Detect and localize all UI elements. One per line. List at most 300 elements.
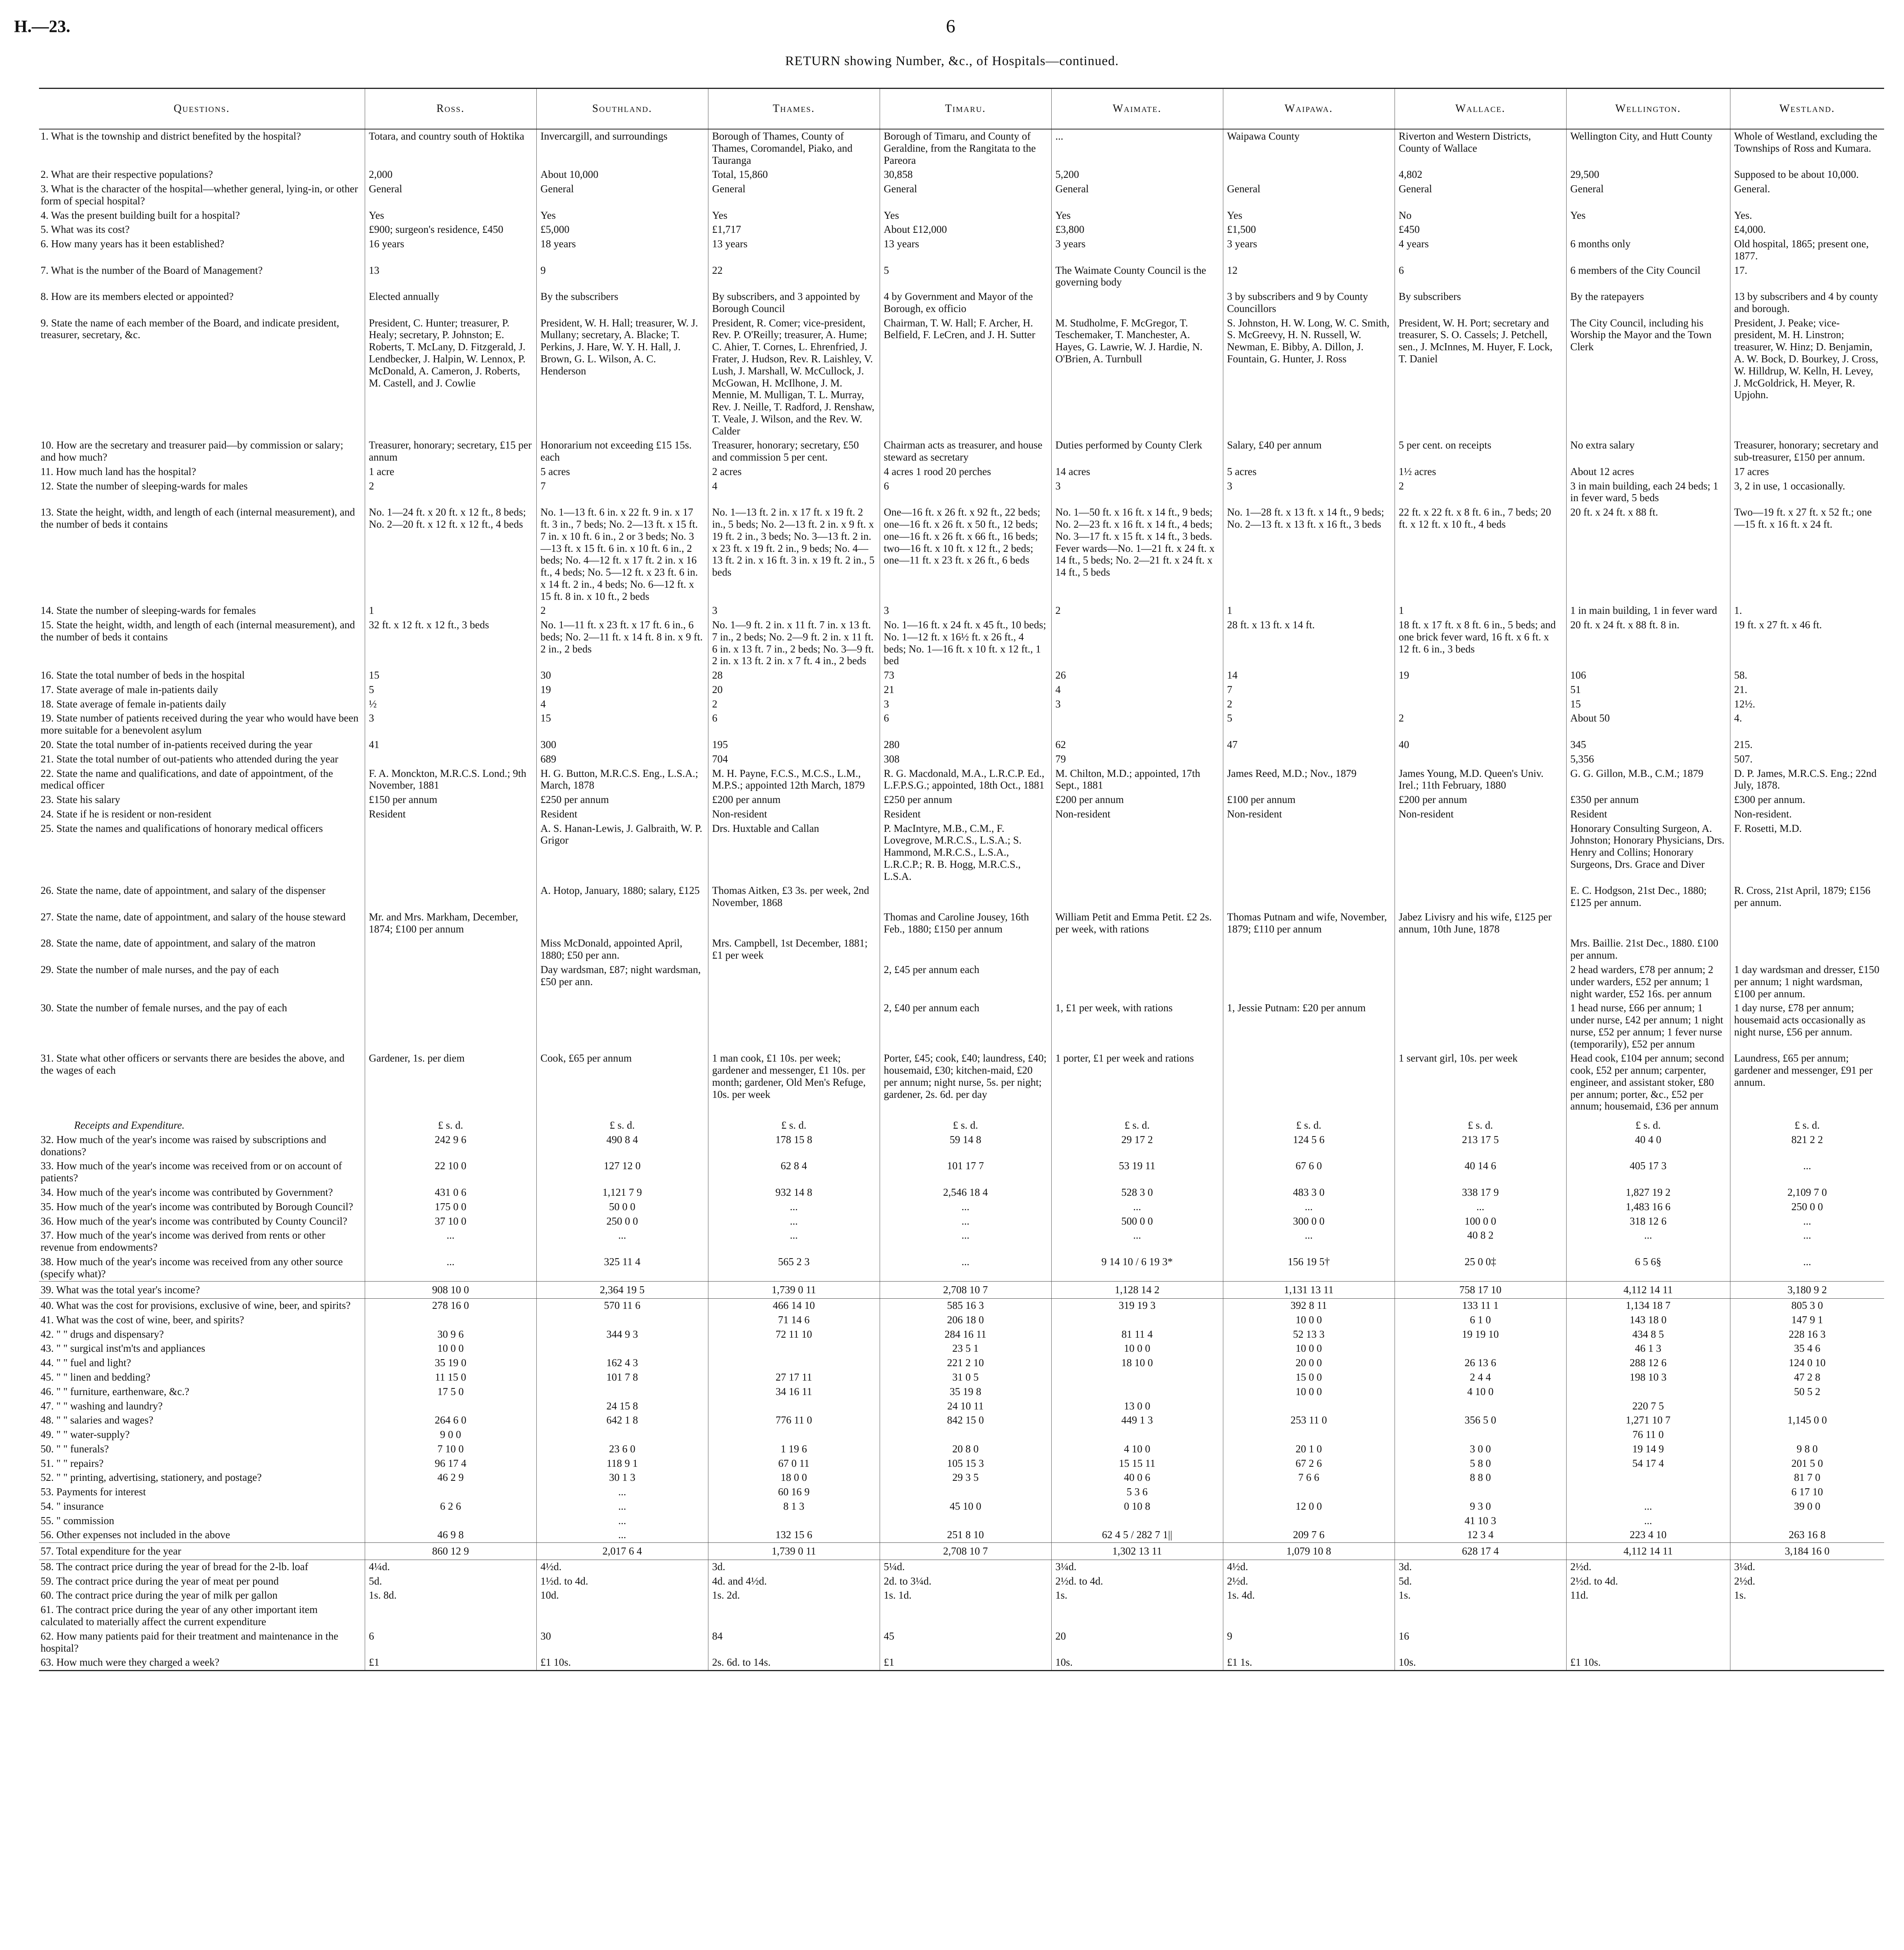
answer-cell: Honorary Consulting Surgeon, A. Johnston; Honorary Physicians, Drs. Henry and Collins; Honorary Surgeons, Drs. Grace and Diver xyxy=(1566,822,1730,884)
answer-cell xyxy=(880,1428,1051,1442)
answer-cell: 10 0 0 xyxy=(1051,1342,1223,1356)
answer-cell: 6 1 0 xyxy=(1395,1313,1566,1328)
question-cell: 17. State average of male in-patients daily xyxy=(41,683,218,695)
answer-cell: Invercargill, and surroundings xyxy=(536,129,708,168)
answer-cell: 5¼d. xyxy=(880,1560,1051,1574)
answer-cell: 11 15 0 xyxy=(365,1370,536,1385)
answer-cell: Jabez Livisry and his wife, £125 per annum, 10th June, 1878 xyxy=(1395,910,1566,937)
answer-cell: 2, £40 per annum each xyxy=(880,1001,1051,1051)
answer-cell: 62 4 5 / 282 7 1|| xyxy=(1051,1528,1223,1542)
answer-cell: 30 xyxy=(536,668,708,683)
lsd-header: £ s. d. xyxy=(1223,1114,1395,1133)
answer-cell: 124 0 10 xyxy=(1730,1356,1884,1370)
column-header-row xyxy=(39,89,1884,129)
answer-cell: 5 3 6 xyxy=(1051,1485,1223,1500)
table-row xyxy=(39,479,1884,506)
question-cell: 53. Payments for interest xyxy=(41,1486,146,1498)
answer-cell: 52 13 3 xyxy=(1223,1328,1395,1342)
table-row xyxy=(39,1159,1884,1186)
answer-cell: Chairman acts as treasurer, and house steward as secretary xyxy=(880,438,1051,465)
answer-cell: ... xyxy=(880,1228,1051,1255)
question-cell: 57. Total expenditure for the year xyxy=(39,1543,365,1560)
answer-cell xyxy=(365,1399,536,1414)
answer-cell: 10 0 0 xyxy=(365,1342,536,1356)
answer-cell: 338 17 9 xyxy=(1395,1186,1566,1200)
answer-cell xyxy=(1051,1428,1223,1442)
answer-cell xyxy=(1395,822,1566,884)
answer-cell: 2 xyxy=(1051,604,1223,618)
answer-cell: 14 xyxy=(1223,668,1395,683)
answer-cell: 41 xyxy=(365,738,536,752)
table-row xyxy=(39,738,1884,752)
table-row xyxy=(39,1442,1884,1457)
answer-cell: 19 xyxy=(536,683,708,697)
answer-cell xyxy=(1051,290,1223,316)
answer-cell: President, W. H. Hall; treasurer, W. J. Mullany; secretary, A. Blacke; T. Perkins, J. Hare, W. Y. H. Hall, J. Brown, G. L. Wilson, A. C. Henderson xyxy=(536,316,708,439)
answer-cell: Laundress, £65 per annum; gardener and messenger, £91 per annum. xyxy=(1730,1051,1884,1114)
answer-cell: £1 xyxy=(880,1656,1051,1670)
question-cell: 8. How are its members elected or appointed? xyxy=(41,291,234,303)
table-row xyxy=(39,223,1884,237)
answer-cell: 13 by subscribers and 4 by county and borough. xyxy=(1730,290,1884,316)
question-cell: 47. " " washing and laundry? xyxy=(41,1400,163,1412)
answer-cell: General xyxy=(1223,182,1395,209)
answer-cell: Yes. xyxy=(1730,209,1884,223)
answer-cell: 22 10 0 xyxy=(365,1159,536,1186)
answer-cell: 1 xyxy=(1223,604,1395,618)
answer-cell xyxy=(1223,752,1395,767)
column-header-thames: Thames. xyxy=(708,89,880,129)
answer-cell xyxy=(1730,1514,1884,1528)
answer-cell: 1,739 0 11 xyxy=(708,1543,880,1560)
answer-cell: President, R. Comer; vice-president, Rev. P. O'Reilly; treasurer, A. Hume; C. Ahier, T. Cornes, L. Ehrenfried, J. Frater, J. Hudson, Rev. R. Laishley, V. Lush, J. Marshall, W. McCullock, J. McGowan, H. McIlhone, J. M. Mennie, M. Mulligan, T. L. Murray, Rev. J. Neille, T. Radford, J. Renshaw, T. Veale, J. Wilson, and the Rev. W. Calder xyxy=(708,316,880,439)
answer-cell: 2 acres xyxy=(708,465,880,479)
answer-cell xyxy=(1730,910,1884,937)
answer-cell: 1,827 19 2 xyxy=(1566,1186,1730,1200)
answer-cell: 35 19 8 xyxy=(880,1385,1051,1399)
answer-cell: £1 xyxy=(365,1656,536,1670)
answer-cell: Yes xyxy=(365,209,536,223)
answer-cell: 40 xyxy=(1395,738,1566,752)
answer-cell: Non-resident xyxy=(708,807,880,822)
answer-cell: 1½ acres xyxy=(1395,465,1566,479)
answer-cell: 13 xyxy=(365,264,536,290)
answer-cell: Drs. Huxtable and Callan xyxy=(708,822,880,884)
answer-cell: ... xyxy=(708,1228,880,1255)
answer-cell: 1 19 6 xyxy=(708,1442,880,1457)
answer-cell: 308 xyxy=(880,752,1051,767)
answer-cell: £4,000. xyxy=(1730,223,1884,237)
answer-cell: 2s. 6d. to 14s. xyxy=(708,1656,880,1670)
question-cell: 25. State the names and qualifications of honorary medical officers xyxy=(41,822,323,834)
answer-cell: ... xyxy=(536,1528,708,1542)
answer-cell: 4 xyxy=(708,479,880,506)
answer-cell: Borough of Timaru, and County of Geraldine, from the Rangitata to the Pareora xyxy=(880,129,1051,168)
answer-cell: No. 1—24 ft. x 20 ft. x 12 ft., 8 beds; No. 2—20 ft. x 12 ft. x 12 ft., 4 beds xyxy=(365,505,536,604)
answer-cell: 2, £45 per annum each xyxy=(880,963,1051,1001)
question-cell: 43. " " surgical inst'm'ts and appliances xyxy=(41,1342,205,1354)
answer-cell: D. P. James, M.R.C.S. Eng.; 22nd July, 1878. xyxy=(1730,767,1884,793)
answer-cell: 3,184 16 0 xyxy=(1730,1543,1884,1560)
table-row xyxy=(39,1399,1884,1414)
answer-cell: 198 10 3 xyxy=(1566,1370,1730,1385)
answer-cell: General xyxy=(365,182,536,209)
answer-cell: H. G. Button, M.R.C.S. Eng., L.S.A.; March, 1878 xyxy=(536,767,708,793)
page-number: 6 xyxy=(946,16,955,37)
answer-cell xyxy=(1051,822,1223,884)
question-cell: 60. The contract price during the year of milk per gallon xyxy=(41,1589,278,1601)
answer-cell xyxy=(1395,884,1566,910)
answer-cell: 62 xyxy=(1051,738,1223,752)
answer-cell: 4 acres 1 rood 20 perches xyxy=(880,465,1051,479)
answer-cell: ... xyxy=(1223,1200,1395,1214)
answer-cell: £1 1s. xyxy=(1223,1656,1395,1670)
question-cell: 35. How much of the year's income was contributed by Borough Council? xyxy=(41,1200,353,1213)
answer-cell xyxy=(708,1001,880,1051)
answer-cell: 72 11 10 xyxy=(708,1328,880,1342)
table-row xyxy=(39,604,1884,618)
answer-cell xyxy=(365,752,536,767)
table-row xyxy=(39,1356,1884,1370)
answer-cell: 1, £1 per week, with rations xyxy=(1051,1001,1223,1051)
answer-cell: 178 15 8 xyxy=(708,1133,880,1159)
answer-cell: Yes xyxy=(1051,209,1223,223)
answer-cell: 133 11 1 xyxy=(1395,1299,1566,1313)
answer-cell: 17 acres xyxy=(1730,465,1884,479)
answer-cell: 7 10 0 xyxy=(365,1442,536,1457)
answer-cell: 15 xyxy=(1566,697,1730,712)
answer-cell: 26 xyxy=(1051,668,1223,683)
answer-cell: Duties performed by County Clerk xyxy=(1051,438,1223,465)
answer-cell: 1,145 0 0 xyxy=(1730,1413,1884,1428)
answer-cell: 40 8 2 xyxy=(1395,1228,1566,1255)
table-row xyxy=(39,711,1884,738)
question-cell: 3. What is the character of the hospital—whether general, lying-in, or other form of special hospital? xyxy=(41,183,358,207)
answer-cell xyxy=(1223,1428,1395,1442)
answer-cell: 5 acres xyxy=(536,465,708,479)
table-row xyxy=(39,1629,1884,1656)
answer-cell: 201 5 0 xyxy=(1730,1457,1884,1471)
answer-cell: 124 5 6 xyxy=(1223,1133,1395,1159)
answer-cell: 16 years xyxy=(365,237,536,264)
answer-cell: Chairman, T. W. Hall; F. Archer, H. Belfield, F. LeCren, and J. H. Sutter xyxy=(880,316,1051,439)
answer-cell: 51 xyxy=(1566,683,1730,697)
answer-cell: 300 0 0 xyxy=(1223,1214,1395,1229)
answer-cell: 10 0 0 xyxy=(1223,1385,1395,1399)
table-row xyxy=(39,963,1884,1001)
question-cell: 22. State the name and qualifications, and date of appointment, of the medical officer xyxy=(41,767,333,791)
answer-cell: About 12 acres xyxy=(1566,465,1730,479)
answer-cell: 20 1 0 xyxy=(1223,1442,1395,1457)
answer-cell: ... xyxy=(1223,1228,1395,1255)
answer-cell: 3 xyxy=(1051,697,1223,712)
answer-cell: 32 ft. x 12 ft. x 12 ft., 3 beds xyxy=(365,618,536,668)
answer-cell: 2 4 4 xyxy=(1395,1370,1566,1385)
answer-cell xyxy=(536,1001,708,1051)
answer-cell: 50 5 2 xyxy=(1730,1385,1884,1399)
answer-cell: 9 3 0 xyxy=(1395,1500,1566,1514)
answer-cell: 3¼d. xyxy=(1051,1560,1223,1574)
answer-cell: 12 0 0 xyxy=(1223,1500,1395,1514)
answer-cell: 4½d. xyxy=(1223,1560,1395,1574)
answer-cell: 689 xyxy=(536,752,708,767)
table-row xyxy=(39,1500,1884,1514)
answer-cell: ... xyxy=(1566,1228,1730,1255)
table-row xyxy=(39,438,1884,465)
answer-cell: 4 xyxy=(1051,683,1223,697)
question-cell: 14. State the number of sleeping-wards for females xyxy=(41,604,256,617)
answer-cell: 25 0 0‡ xyxy=(1395,1255,1566,1282)
answer-cell: £250 per annum xyxy=(880,793,1051,807)
question-cell: 58. The contract price during the year of bread for the 2-lb. loaf xyxy=(41,1560,309,1572)
answer-cell: 3 years xyxy=(1051,237,1223,264)
table-row xyxy=(39,1214,1884,1229)
answer-cell xyxy=(1730,1656,1884,1670)
answer-cell: 6 xyxy=(1395,264,1566,290)
answer-cell xyxy=(880,1485,1051,1500)
answer-cell xyxy=(1566,1629,1730,1656)
question-cell: 61. The contract price during the year of any other important item calculated to materially affect the current expenditure xyxy=(41,1604,318,1627)
answer-cell: 2 head warders, £78 per annum; 2 under warders, £52 per annum; 1 night warder, £52 16s. per annum xyxy=(1566,963,1730,1001)
answer-cell xyxy=(536,1603,708,1629)
answer-cell: G. G. Gillon, M.B., C.M.; 1879 xyxy=(1566,767,1730,793)
answer-cell: £300 per annum. xyxy=(1730,793,1884,807)
answer-cell: 4 by Government and Mayor of the Borough, ex officio xyxy=(880,290,1051,316)
answer-cell xyxy=(1730,1428,1884,1442)
answer-cell: 46 9 8 xyxy=(365,1528,536,1542)
answer-cell: 20 0 0 xyxy=(1223,1356,1395,1370)
answer-cell: 2 xyxy=(1223,697,1395,712)
lsd-header: £ s. d. xyxy=(880,1114,1051,1133)
answer-cell: A. S. Hanan-Lewis, J. Galbraith, W. P. Grigor xyxy=(536,822,708,884)
answer-cell: ... xyxy=(536,1228,708,1255)
answer-cell: 24 10 11 xyxy=(880,1399,1051,1414)
answer-cell: ... xyxy=(1566,1514,1730,1528)
answer-cell: 3,180 9 2 xyxy=(1730,1282,1884,1299)
answer-cell: F. Rosetti, M.D. xyxy=(1730,822,1884,884)
answer-cell: 45 xyxy=(880,1629,1051,1656)
answer-cell: General xyxy=(880,182,1051,209)
answer-cell: 156 19 5† xyxy=(1223,1255,1395,1282)
question-cell: 51. " " repairs? xyxy=(41,1457,104,1469)
question-cell: 32. How much of the year's income was raised by subscriptions and donations? xyxy=(41,1133,327,1158)
answer-cell xyxy=(708,963,880,1001)
answer-cell: 344 9 3 xyxy=(536,1328,708,1342)
answer-cell xyxy=(1051,936,1223,963)
answer-cell: 11d. xyxy=(1566,1588,1730,1603)
answer-cell: 1 xyxy=(365,604,536,618)
lsd-header: £ s. d. xyxy=(1395,1114,1566,1133)
answer-cell: 9 xyxy=(536,264,708,290)
question-cell: 23. State his salary xyxy=(41,794,120,806)
answer-cell: 2 xyxy=(1395,711,1566,738)
answer-cell: 3 xyxy=(708,604,880,618)
answer-cell: 16 xyxy=(1395,1629,1566,1656)
answer-cell: 101 7 8 xyxy=(536,1370,708,1385)
answer-cell: M. Chilton, M.D.; appointed, 17th Sept., 1881 xyxy=(1051,767,1223,793)
answer-cell: About £12,000 xyxy=(880,223,1051,237)
answer-cell: 40 4 0 xyxy=(1566,1133,1730,1159)
answer-cell xyxy=(1223,884,1395,910)
answer-cell: No. 1—16 ft. x 24 ft. x 45 ft., 10 beds; No. 1—12 ft. x 16½ ft. x 26 ft., 4 beds; No. 1—16 ft. x 10 ft. x 12 ft., 1 bed xyxy=(880,618,1051,668)
column-header-waimate: Waimate. xyxy=(1051,89,1223,129)
column-header-southland: Southland. xyxy=(536,89,708,129)
answer-cell: 1,134 18 7 xyxy=(1566,1299,1730,1313)
answer-cell xyxy=(1395,1485,1566,1500)
answer-cell: 325 11 4 xyxy=(536,1255,708,1282)
answer-cell: 507. xyxy=(1730,752,1884,767)
answer-cell: 5 8 0 xyxy=(1395,1457,1566,1471)
table-row xyxy=(39,1574,1884,1589)
answer-cell: 5 xyxy=(365,683,536,697)
answer-cell: No. 1—11 ft. x 23 ft. x 17 ft. 6 in., 6 beds; No. 2—11 ft. x 14 ft. 8 in. x 9 ft. 2 in., 2 beds xyxy=(536,618,708,668)
answer-cell: 6 xyxy=(880,711,1051,738)
answer-cell: 3 by subscribers and 9 by County Councillors xyxy=(1223,290,1395,316)
answer-cell: 2,546 18 4 xyxy=(880,1186,1051,1200)
answer-cell: 3, 2 in use, 1 occasionally. xyxy=(1730,479,1884,506)
answer-cell: 10 0 0 xyxy=(1223,1313,1395,1328)
answer-cell: Total, 15,860 xyxy=(708,168,880,182)
answer-cell: Thomas Putnam and wife, November, 1879; £110 per annum xyxy=(1223,910,1395,937)
answer-cell: 12 3 4 xyxy=(1395,1528,1566,1542)
answer-cell: 1 man cook, £1 10s. per week; gardener and messenger, £1 10s. per month; gardener, Old Men's Refuge, 10s. per week xyxy=(708,1051,880,1114)
answer-cell: £200 per annum xyxy=(1051,793,1223,807)
question-cell: 7. What is the number of the Board of Management? xyxy=(41,264,263,276)
table-row xyxy=(39,1528,1884,1542)
question-cell: 54. " insurance xyxy=(41,1500,104,1512)
answer-cell: 26 13 6 xyxy=(1395,1356,1566,1370)
answer-cell: 10 0 0 xyxy=(1223,1342,1395,1356)
answer-cell xyxy=(365,1001,536,1051)
table-row xyxy=(39,1560,1884,1574)
answer-cell: 250 0 0 xyxy=(536,1214,708,1229)
answer-cell: 58. xyxy=(1730,668,1884,683)
answer-cell xyxy=(708,1603,880,1629)
answer-cell: ... xyxy=(536,1500,708,1514)
answer-cell: £150 per annum xyxy=(365,793,536,807)
answer-cell: 5 xyxy=(880,264,1051,290)
answer-cell: 5,356 xyxy=(1566,752,1730,767)
answer-cell: 431 0 6 xyxy=(365,1186,536,1200)
answer-cell: 242 9 6 xyxy=(365,1133,536,1159)
answer-cell: Thomas Aitken, £3 3s. per week, 2nd November, 1868 xyxy=(708,884,880,910)
question-cell: 42. " " drugs and dispensary? xyxy=(41,1328,164,1340)
answer-cell: 29 3 5 xyxy=(880,1471,1051,1485)
answer-cell: Whole of Westland, excluding the Townships of Ross and Kumara. xyxy=(1730,129,1884,168)
answer-cell: £200 per annum xyxy=(708,793,880,807)
answer-cell xyxy=(1395,1428,1566,1442)
answer-cell xyxy=(1395,752,1566,767)
answer-cell: Supposed to be about 10,000. xyxy=(1730,168,1884,182)
question-cell: 26. State the name, date of appointment, and salary of the dispenser xyxy=(41,885,326,897)
answer-cell: James Reed, M.D.; Nov., 1879 xyxy=(1223,767,1395,793)
answer-cell: ... xyxy=(1730,1228,1884,1255)
answer-cell: 1 xyxy=(1395,604,1566,618)
answer-cell: 490 8 4 xyxy=(536,1133,708,1159)
answer-cell: Non-resident xyxy=(1395,807,1566,822)
answer-cell: 8 8 0 xyxy=(1395,1471,1566,1485)
table-row xyxy=(39,290,1884,316)
answer-cell: 29,500 xyxy=(1566,168,1730,182)
question-cell: 2. What are their respective populations? xyxy=(41,168,213,181)
table-row xyxy=(39,683,1884,697)
answer-cell: 20 ft. x 24 ft. x 88 ft. xyxy=(1566,505,1730,604)
table-row xyxy=(39,505,1884,604)
answer-cell: 62 8 4 xyxy=(708,1159,880,1186)
answer-cell: 6 xyxy=(880,479,1051,506)
answer-cell xyxy=(536,1428,708,1442)
answer-cell: 300 xyxy=(536,738,708,752)
answer-cell: £200 per annum xyxy=(1395,793,1566,807)
table-row xyxy=(39,1413,1884,1428)
question-cell: 62. How many patients paid for their treatment and maintenance in the hospital? xyxy=(41,1630,339,1654)
answer-cell: 1½d. to 4d. xyxy=(536,1574,708,1589)
answer-cell xyxy=(1223,1051,1395,1114)
table-row xyxy=(39,209,1884,223)
answer-cell: General xyxy=(536,182,708,209)
answer-cell: 3 xyxy=(1223,479,1395,506)
answer-cell: 1 acre xyxy=(365,465,536,479)
question-cell: 38. How much of the year's income was received from any other source (specify what)? xyxy=(41,1255,343,1280)
answer-cell: 41 10 3 xyxy=(1395,1514,1566,1528)
table-row xyxy=(39,465,1884,479)
question-cell: 33. How much of the year's income was received from or on account of patients? xyxy=(41,1160,342,1184)
answer-cell: 18 0 0 xyxy=(708,1471,880,1485)
answer-cell xyxy=(365,1603,536,1629)
answer-cell: 4 10 0 xyxy=(1395,1385,1566,1399)
answer-cell: 132 15 6 xyxy=(708,1528,880,1542)
answer-cell xyxy=(708,1356,880,1370)
answer-cell: No. 1—9 ft. 2 in. x 11 ft. 7 in. x 13 ft. 7 in., 2 beds; No. 2—9 ft. 2 in. x 11 ft. 6 in. x 13 ft. 7 in., 2 beds; No. 3—9 ft. 2 in. x 13 ft. 2 in. x 7 ft. 4 in., 2 beds xyxy=(708,618,880,668)
answer-cell: 9 8 0 xyxy=(1730,1442,1884,1457)
section-heading: Receipts and Expenditure. xyxy=(74,1119,185,1131)
answer-cell xyxy=(365,936,536,963)
answer-cell: 4¼d. xyxy=(365,1560,536,1574)
question-cell: 11. How much land has the hospital? xyxy=(41,465,196,477)
question-cell: 18. State average of female in-patients daily xyxy=(41,698,227,710)
answer-cell: 319 19 3 xyxy=(1051,1299,1223,1313)
question-cell: 56. Other expenses not included in the above xyxy=(41,1529,230,1541)
table-row xyxy=(39,1457,1884,1471)
answer-cell: 5 acres xyxy=(1223,465,1395,479)
answer-cell xyxy=(536,1313,708,1328)
answer-cell: 1 day nurse, £78 per annum; housemaid acts occasionally as night nurse, £56 per annum. xyxy=(1730,1001,1884,1051)
answer-cell: 2½d. xyxy=(1223,1574,1395,1589)
answer-cell xyxy=(1223,1399,1395,1414)
answer-cell xyxy=(880,1603,1051,1629)
answer-cell xyxy=(1051,1313,1223,1328)
answer-cell: 0 10 8 xyxy=(1051,1500,1223,1514)
answer-cell: The City Council, including his Worship the Mayor and the Town Clerk xyxy=(1566,316,1730,439)
answer-cell: 3 0 0 xyxy=(1395,1442,1566,1457)
answer-cell: 6 17 10 xyxy=(1730,1485,1884,1500)
answer-cell: ... xyxy=(1051,129,1223,168)
answer-cell: 213 17 5 xyxy=(1395,1133,1566,1159)
answer-cell: 20 ft. x 24 ft. x 88 ft. 8 in. xyxy=(1566,618,1730,668)
table-row xyxy=(39,767,1884,793)
answer-cell: 73 xyxy=(880,668,1051,683)
answer-cell: 392 8 11 xyxy=(1223,1299,1395,1313)
answer-cell: 3 xyxy=(880,697,1051,712)
answer-cell: 195 xyxy=(708,738,880,752)
answer-cell: 6 5 6§ xyxy=(1566,1255,1730,1282)
answer-cell: 60 16 9 xyxy=(708,1485,880,1500)
answer-cell: 22 xyxy=(708,264,880,290)
answer-cell: F. A. Monckton, M.R.C.S. Lond.; 9th November, 1881 xyxy=(365,767,536,793)
answer-cell xyxy=(1051,711,1223,738)
answer-cell: 3d. xyxy=(708,1560,880,1574)
answer-cell: ... xyxy=(1730,1255,1884,1282)
